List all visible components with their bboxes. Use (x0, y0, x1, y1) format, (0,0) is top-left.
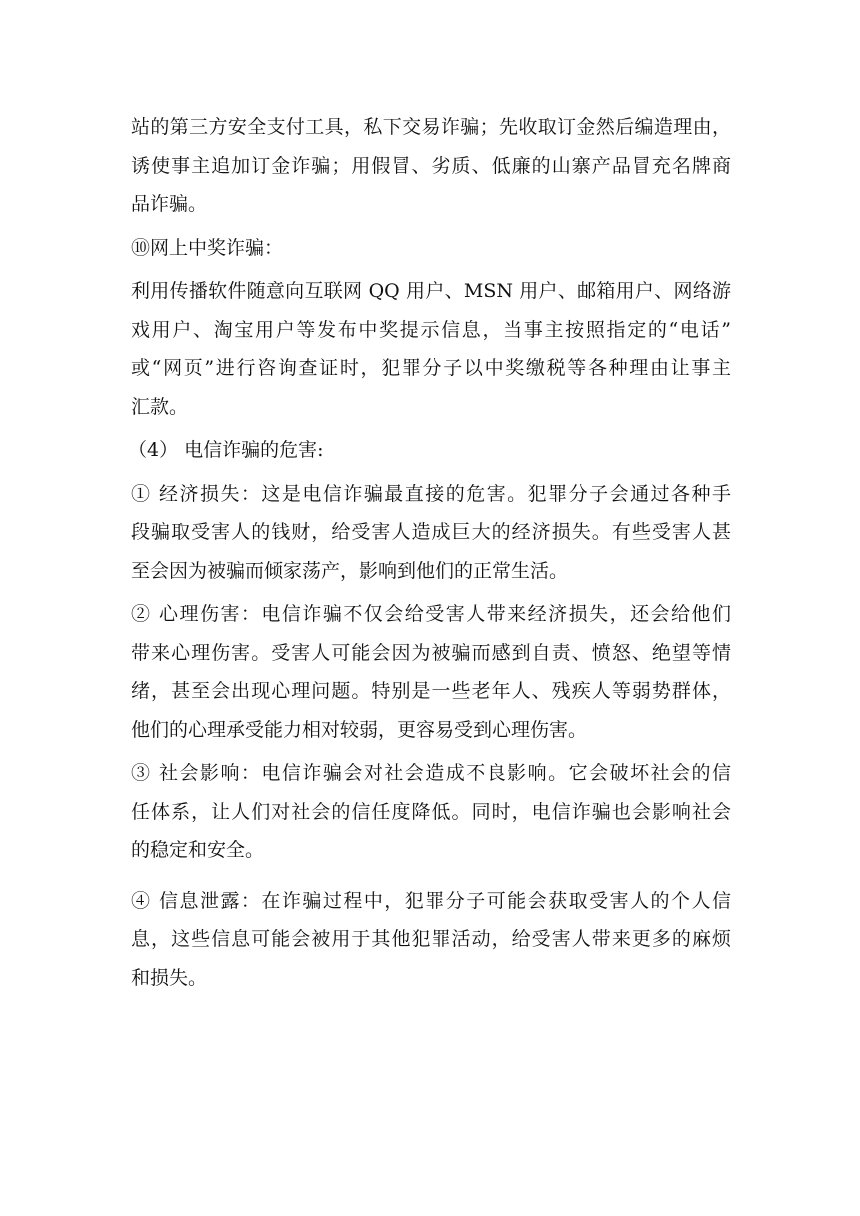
text-line: 息，这些信息可能会被用于其他犯罪活动，给受害人带来更多的麻烦 (131, 928, 731, 950)
text-line: （4） 电信诈骗的危害: (128, 439, 324, 461)
text-line: 任体系，让人们对社会的信任度降低。同时，电信诈骗也会影响社会 (131, 800, 731, 823)
text-line: 和损失。 (131, 966, 208, 989)
text-line: ② 心理伤害：电信诈骗不仅会给受害人带来经济损失，还会给他们 (131, 603, 731, 625)
heading-online-prize-fraud (131, 229, 731, 268)
paragraph-economic-loss (131, 475, 731, 591)
text-line: 带来心理伤害。受害人可能会因为被骗而感到自责、愤怒、绝望等情 (131, 641, 731, 664)
text-line: ④ 信息泄露：在诈骗过程中，犯罪分子可能会获取受害人的个人信 (131, 889, 731, 912)
paragraph-social-impact (131, 754, 731, 870)
paragraph-online-prize-fraud (131, 272, 731, 426)
text-line: 利用传播软件随意向互联网 QQ 用户、MSN 用户、邮箱用户、网络游 (131, 280, 731, 302)
section-heading-harms (128, 431, 731, 470)
paragraph-psychological-harm (131, 595, 731, 749)
paragraph-trading-fraud-continued (131, 108, 731, 224)
text-line: ⑩网上中奖诈骗： (131, 236, 284, 259)
paragraph-information-leak (131, 882, 731, 998)
text-line: 品诈骗。 (131, 193, 208, 215)
text-line: 诱使事主追加订金诈骗；用假冒、劣质、低廉的山寨产品冒充名牌商 (131, 154, 731, 177)
text-line: ③ 社会影响：电信诈骗会对社会造成不良影响。它会破坏社会的信 (131, 762, 731, 784)
text-line: 站的第三方安全支付工具，私下交易诈骗；先收取订金然后编造理由， (131, 116, 731, 138)
text-line: 段骗取受害人的钱财，给受害人造成巨大的经济损失。有些受害人甚 (131, 521, 731, 543)
text-line: 汇款。 (131, 395, 189, 418)
document-body (128, 108, 731, 997)
text-line: 或“网页”进行咨询查证时，犯罪分子以中奖缴税等各种理由让事主 (131, 357, 731, 379)
text-line: 戏用户、淘宝用户等发布中奖提示信息，当事主按照指定的“电话” (131, 318, 731, 341)
text-line: 的稳定和安全。 (131, 839, 265, 861)
text-line: 至会因为被骗而倾家荡产，影响到他们的正常生活。 (131, 559, 569, 582)
text-line: ① 经济损失：这是电信诈骗最直接的危害。犯罪分子会通过各种手 (131, 482, 731, 505)
text-line: 绪，甚至会出现心理问题。特别是一些老年人、残疾人等弱势群体， (131, 680, 731, 702)
text-line: 他们的心理承受能力相对较弱，更容易受到心理伤害。 (131, 718, 588, 741)
